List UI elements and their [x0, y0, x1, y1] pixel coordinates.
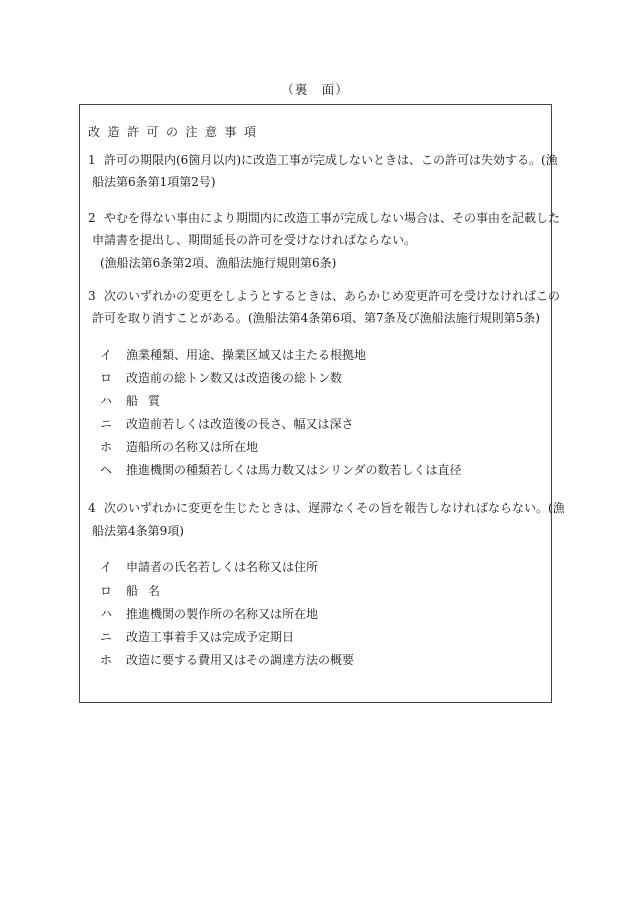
item-3-sub-6 — [100, 462, 462, 478]
sub-text: 改造工事着手又は完成予定期日 — [126, 630, 295, 644]
sub-key: ホ — [100, 440, 113, 454]
item-4-sub-3 — [100, 606, 318, 622]
sub-key: ロ — [100, 371, 113, 385]
item-4-sub-5 — [100, 652, 354, 668]
sub-key: ニ — [100, 417, 113, 431]
item-2-line-1: やむを得ない事由により期間内に改造工事が完成しない場合は、その事由を記載した — [104, 211, 561, 225]
item-4-line-2: 船法第4条第9項) — [92, 524, 184, 538]
notice-heading: 改造許可の注意事項 — [88, 125, 264, 139]
sub-key: ホ — [100, 653, 113, 667]
item-4-sub-1 — [100, 559, 318, 575]
sub-key: ハ — [100, 394, 113, 408]
sub-text: 造船所の名称又は所在地 — [126, 440, 259, 454]
sub-key: ニ — [100, 630, 113, 644]
item-4-sub-2 — [100, 583, 170, 599]
item-2-number: 2 — [88, 211, 96, 225]
sub-key: イ — [100, 560, 113, 574]
item-2-line-2: 申請書を提出し、期間延長の許可を受けなければならない。 — [92, 233, 417, 247]
sub-text: 推進機関の製作所の名称又は所在地 — [126, 607, 319, 621]
sub-key: イ — [100, 348, 113, 362]
item-4-line-1: 次のいずれかに変更を生じたときは、遅滞なくその旨を報告しなければならない。(漁 — [104, 501, 565, 515]
sub-key: ヘ — [100, 463, 113, 477]
item-3-line-2: 許可を取り消すことがある。(漁船法第4条第6項、第7条及び漁船法施行規則第5条) — [92, 311, 540, 325]
item-4-number: 4 — [88, 501, 96, 515]
sub-text: 改造前の総トン数又は改造後の総トン数 — [126, 371, 343, 385]
item-1-line-2: 船法第6条第1項第2号) — [92, 175, 216, 189]
page-side-label: （裏 面） — [281, 82, 349, 97]
item-3-number: 3 — [88, 289, 96, 303]
item-3-sub-3 — [100, 393, 170, 409]
sub-text: 改造前若しくは改造後の長さ、幅又は深さ — [126, 417, 354, 431]
sub-text: 船名 — [126, 584, 171, 598]
item-1-line-1: 許可の期限内(6箇月以内)に改造工事が完成しないときは、この許可は失効する。(漁 — [104, 153, 558, 167]
item-3-sub-4 — [100, 416, 354, 432]
sub-text: 改造に要する費用又はその調達方法の概要 — [126, 653, 355, 667]
item-4-sub-4 — [100, 629, 294, 645]
item-3-sub-1 — [100, 347, 366, 363]
sub-key: ロ — [100, 584, 113, 598]
item-3-sub-2 — [100, 370, 342, 386]
sub-text: 船質 — [126, 394, 171, 408]
sub-text: 推進機関の種類若しくは馬力数又はシリンダの数若しくは直径 — [126, 463, 462, 477]
sub-text: 漁業種類、用途、操業区域又は主たる根拠地 — [126, 348, 367, 362]
item-3-sub-5 — [100, 439, 258, 455]
notice-frame — [79, 104, 565, 703]
item-1-number: 1 — [88, 153, 96, 167]
item-3-line-1: 次のいずれかの変更をしようとするときは、あらかじめ変更許可を受けなければこの — [104, 289, 561, 303]
sub-key: ハ — [100, 607, 113, 621]
item-2-line-3: (漁船法第6条第2項、漁船法施行規則第6条) — [100, 256, 337, 270]
sub-text: 申請者の氏名若しくは名称又は住所 — [126, 560, 319, 574]
